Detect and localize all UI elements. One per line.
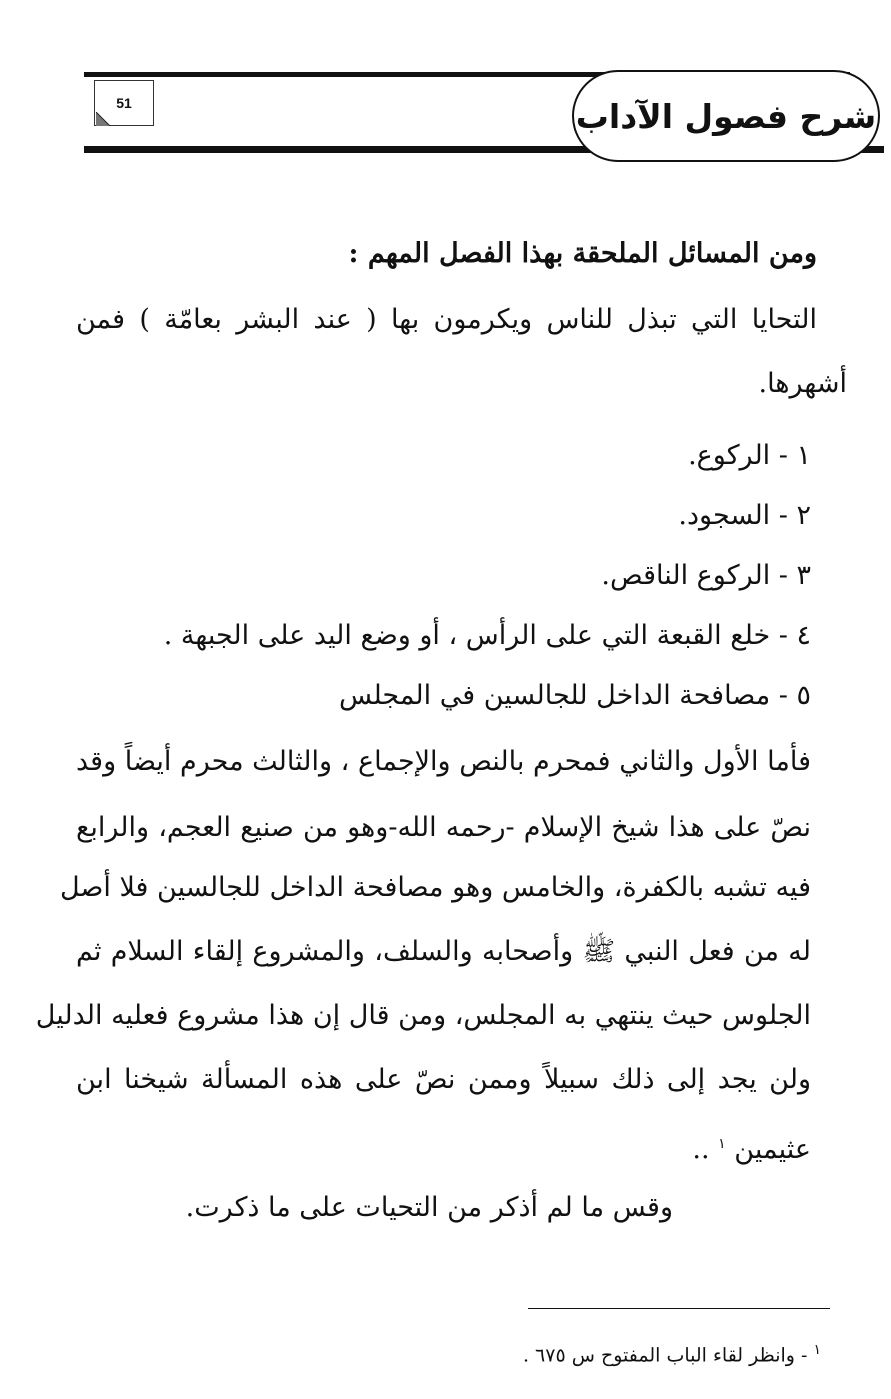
- closing-line: وقس ما لم أذكر من التحيات على ما ذكرت.: [185, 1192, 673, 1223]
- paragraph-line: ولن يجد إلى ذلك سبيلاً وممن نصّ على هذه المسألة شيخنا ابن: [76, 1064, 811, 1095]
- intro-line-1: التحايا التي تبذل للناس ويكرمون بها ( عند البشر بعامّة ) فمن: [76, 304, 817, 335]
- footnote-text: - وانظر لقاء الباب المفتوح س ٦٧٥ .: [522, 1344, 808, 1367]
- list-item: ٢ - السجود.: [678, 500, 811, 531]
- footnote-reference[interactable]: ١: [718, 1136, 726, 1152]
- footnote: [523, 1336, 821, 1369]
- book-title-box: [572, 70, 880, 162]
- list-item: ١ - الركوع.: [688, 440, 811, 471]
- list-item: ٥ - مصافحة الداخل للجالسين في المجلس: [339, 680, 811, 711]
- page-number: 51: [116, 95, 132, 111]
- list-item: ٣ - الركوع الناقص.: [601, 560, 811, 591]
- last-line-text: عثيمين: [734, 1134, 811, 1165]
- paragraph-line: نصّ على هذا شيخ الإسلام -رحمه الله-وهو من صنيع العجم، والرابع: [76, 812, 811, 843]
- footnote-marker: ١: [813, 1342, 821, 1358]
- intro-line-2: أشهرها.: [758, 368, 847, 399]
- paragraph-line: له من فعل النبي ﷺ وأصحابه والسلف، والمشروع إلقاء السلام ثم: [76, 936, 811, 967]
- paragraph-last-line: [692, 1124, 811, 1164]
- last-line-tail: ..: [692, 1134, 710, 1165]
- paragraph-line: فأما الأول والثاني فمحرم بالنص والإجماع ، والثالث محرم أيضاً وقد: [76, 746, 811, 777]
- book-title: شرح فصول الآداب: [575, 96, 877, 136]
- paragraph-line: الجلوس حيث ينتهي به المجلس، ومن قال إن هذا مشروع فعليه الدليل: [35, 1000, 811, 1031]
- footnote-separator: [528, 1308, 830, 1309]
- section-heading: ومن المسائل الملحقة بهذا الفصل المهم :: [348, 238, 817, 269]
- paragraph-line: فيه تشبه بالكفرة، والخامس وهو مصافحة الداخل للجالسين فلا أصل: [59, 872, 811, 903]
- page-curl-icon: [96, 112, 110, 126]
- list-item: ٤ - خلع القبعة التي على الرأس ، أو وضع اليد على الجبهة .: [163, 620, 811, 651]
